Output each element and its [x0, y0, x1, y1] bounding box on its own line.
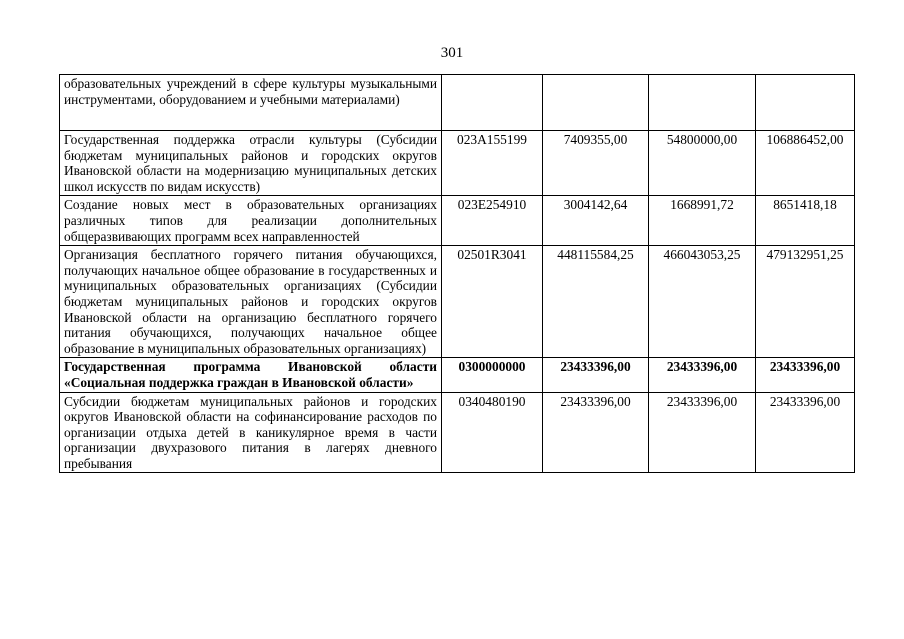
- row-value-1: 448115584,25: [543, 246, 649, 358]
- row-value-1: 23433396,00: [543, 358, 649, 392]
- table-row-program: [60, 358, 855, 392]
- row-code: 02501R3041: [442, 246, 543, 358]
- row-value-2: 23433396,00: [649, 392, 756, 473]
- row-value-3: 23433396,00: [756, 358, 855, 392]
- row-value-2: 466043053,25: [649, 246, 756, 358]
- row-value-1: 23433396,00: [543, 392, 649, 473]
- row-value-1: [543, 75, 649, 131]
- row-value-2: 54800000,00: [649, 131, 756, 196]
- row-value-2: [649, 75, 756, 131]
- row-description: Организация бесплатного горячего питания обучающихся, получающих начальное общее образование в государственных и муниципальных образовательных организациях (Субсидии бюджетам муниципальных районов и городских округов Ивановской области на организацию бесплатного горячего питания обучающихся, получающих начальное общее образование в муниципальных образовательных организациях): [60, 246, 442, 358]
- row-value-1: 3004142,64: [543, 196, 649, 246]
- row-description: Создание новых мест в образовательных организациях различных типов для реализации дополнительных общеразвивающих программ всех направленностей: [60, 196, 442, 246]
- row-value-2: 1668991,72: [649, 196, 756, 246]
- row-code: 0340480190: [442, 392, 543, 473]
- table-row: [60, 392, 855, 473]
- row-value-3: 8651418,18: [756, 196, 855, 246]
- row-value-3: 479132951,25: [756, 246, 855, 358]
- table-row: [60, 75, 855, 131]
- row-value-3: 106886452,00: [756, 131, 855, 196]
- row-value-1: 7409355,00: [543, 131, 649, 196]
- row-description: Государственная программа Ивановской области «Социальная поддержка граждан в Ивановской области»: [60, 358, 442, 392]
- table-row: [60, 246, 855, 358]
- row-description: Субсидии бюджетам муниципальных районов и городских округов Ивановской области на софинансирование расходов по организации отдыха детей в каникулярное время в части организации двухразового питания в лагерях дневного пребывания: [60, 392, 442, 473]
- row-value-3: [756, 75, 855, 131]
- budget-table: [59, 74, 855, 473]
- table-row: [60, 131, 855, 196]
- row-value-3: 23433396,00: [756, 392, 855, 473]
- row-code: 023А155199: [442, 131, 543, 196]
- row-code: 023Е254910: [442, 196, 543, 246]
- row-description: образовательных учреждений в сфере культуры музыкальными инструментами, оборудованием и учебными материалами): [60, 75, 442, 131]
- row-value-2: 23433396,00: [649, 358, 756, 392]
- row-description: Государственная поддержка отрасли культуры (Субсидии бюджетам муниципальных районов и городских округов Ивановской области на модернизацию муниципальных детских школ искусств по видам искусств): [60, 131, 442, 196]
- page-number: 301: [440, 45, 464, 61]
- row-code: 0300000000: [442, 358, 543, 392]
- row-code: [442, 75, 543, 131]
- table-row: [60, 196, 855, 246]
